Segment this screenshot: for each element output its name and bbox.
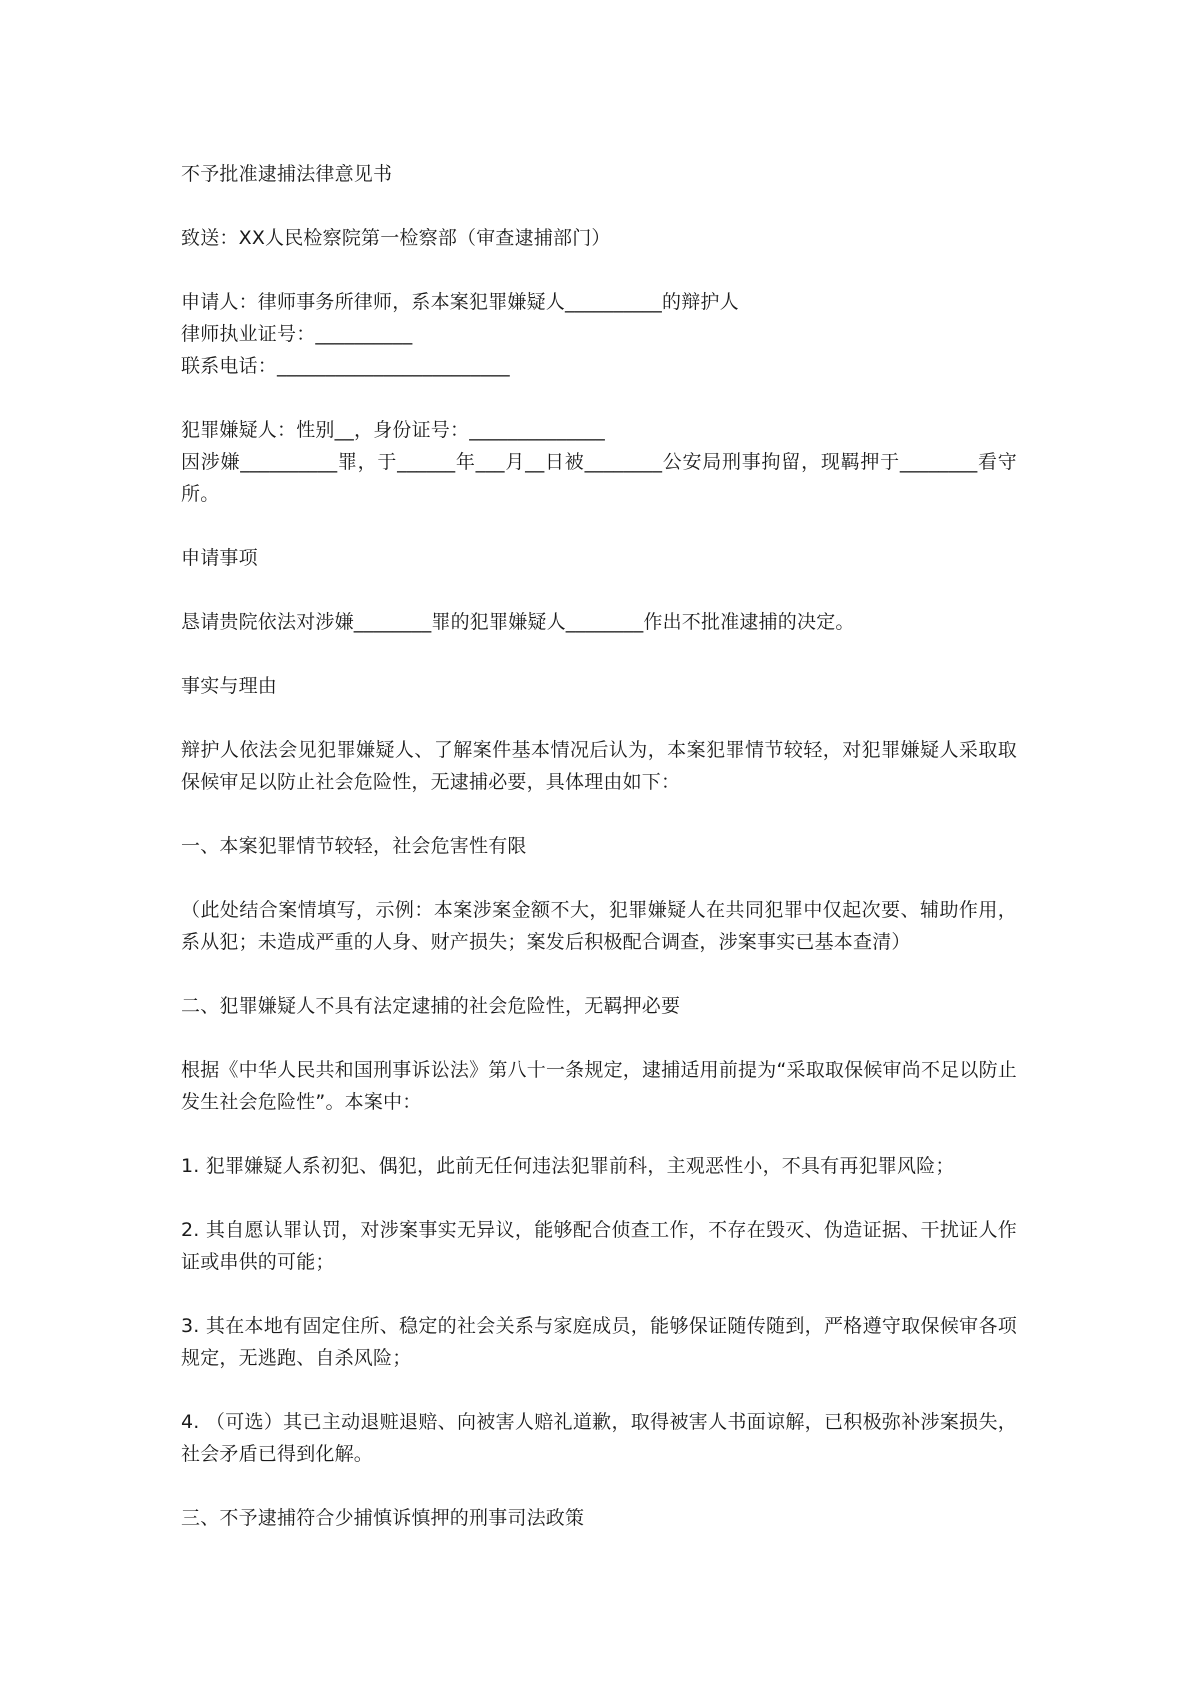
point-1: 1. 犯罪嫌疑人系初犯、偶犯，此前无任何违法犯罪前科，主观恶性小，不具有再犯罪风险； [181,1155,955,1177]
facts-intro: 辩护人依法会见犯罪嫌疑人、了解案件基本情况后认为，本案犯罪情节较轻，对犯罪嫌疑人采取取保候审足以防止社会危险性，无逮捕必要，具体理由如下： [181,739,1017,793]
section2-heading: 二、犯罪嫌疑人不具有法定逮捕的社会危险性，无羁押必要 [181,995,681,1017]
point-4: 4. （可选）其已主动退赃退赔、向被害人赔礼道歉，取得被害人书面谅解，已积极弥补涉案损失，社会矛盾已得到化解。 [181,1411,1017,1465]
request-heading: 申请事项 [181,547,258,569]
section3-heading: 三、不予逮捕符合少捕慎诉慎押的刑事司法政策 [181,1507,585,1529]
suspect-info-line: 犯罪嫌疑人：性别__，身份证号：______________ [181,419,606,441]
phone-line: 联系电话：________________________ [181,355,510,377]
point-3: 3. 其在本地有固定住所、稳定的社会关系与家庭成员，能够保证随传随到，严格遵守取保候审各项规定，无逃跑、自杀风险； [181,1315,1017,1369]
applicant-line: 申请人：律师事务所律师，系本案犯罪嫌疑人__________的辩护人 [181,291,739,313]
facts-heading: 事实与理由 [181,675,278,697]
request-text: 恳请贵院依法对涉嫌________罪的犯罪嫌疑人________作出不批准逮捕的决定。 [181,611,855,633]
detention-line: 因涉嫌__________罪，于______年___月__日被________公安局刑事拘留，现羁押于________看守所。 [181,451,1017,505]
point-2: 2. 其自愿认罪认罚，对涉案事实无异议，能够配合侦查工作，不存在毁灭、伪造证据、干扰证人作证或串供的可能； [181,1219,1017,1273]
section1-text: （此处结合案情填写，示例：本案涉案金额不大，犯罪嫌疑人在共同犯罪中仅起次要、辅助作用，系从犯；未造成严重的人身、财产损失；案发后积极配合调查，涉案事实已基本查清） [181,899,1017,953]
document-title: 不予批准逮捕法律意见书 [181,163,393,185]
section1-heading: 一、本案犯罪情节较轻，社会危害性有限 [181,835,527,857]
document-body [181,158,1017,1534]
section2-text: 根据《中华人民共和国刑事诉讼法》第八十一条规定，逮捕适用前提为“采取取保候审尚不足以防止发生社会危险性”。本案中： [181,1059,1017,1113]
recipient-line: 致送：XX人民检察院第一检察部（审查逮捕部门） [181,227,611,249]
license-number-line: 律师执业证号：__________ [181,323,413,345]
